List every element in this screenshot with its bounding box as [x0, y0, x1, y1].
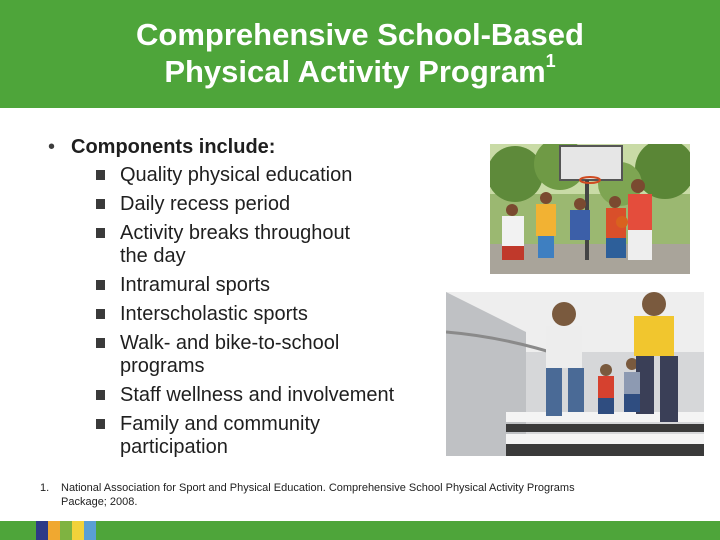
square-bullet-icon [96, 280, 105, 290]
square-bullet-icon [96, 390, 105, 400]
footer-bar [0, 521, 720, 540]
list-item [94, 222, 380, 268]
stairs-photo [446, 292, 704, 456]
footer-swatch-yellow [72, 521, 84, 540]
footnote [40, 481, 600, 509]
title-line-2-text: Physical Activity Program [164, 54, 546, 89]
footer-swatch-navy [36, 521, 48, 540]
title-line-1: Comprehensive School-Based [136, 17, 584, 52]
basketball-photo [490, 144, 690, 274]
footer-swatch-orange [48, 521, 60, 540]
square-bullet-icon [96, 338, 105, 348]
square-bullet-icon [96, 419, 105, 429]
square-bullet-icon [96, 309, 105, 319]
square-bullet-icon [96, 170, 105, 180]
list-item-text: Daily recess period [120, 193, 291, 215]
list-item-text: Family and community participation [120, 413, 321, 458]
list-item [94, 274, 434, 297]
footnote-text: National Association for Sport and Physical Education. Comprehensive School Physical Activity Programs Package; 2008. [61, 482, 575, 508]
list-item-text: Walk- and bike-to-school programs [120, 332, 340, 377]
slide-title [0, 16, 720, 90]
list-item-text: Activity breaks throughout the day [120, 222, 351, 267]
list-item [94, 303, 434, 326]
list-item-text: Quality physical education [120, 164, 353, 186]
square-bullet-icon [96, 199, 105, 209]
square-bullet-icon [96, 228, 105, 238]
list-item [94, 193, 434, 216]
list-item-text: Staff wellness and involvement [120, 384, 395, 406]
list-item-text: Intramural sports [120, 274, 271, 296]
list-item-text: Interscholastic sports [120, 303, 308, 325]
title-line-2 [0, 50, 720, 90]
components-heading: Components include: [71, 136, 276, 158]
components-list [94, 164, 434, 465]
footer-swatch-blue [84, 521, 96, 540]
list-item [94, 164, 434, 187]
list-item [94, 413, 360, 459]
list-item [94, 384, 434, 407]
footer-swatch-green [60, 521, 72, 540]
footnote-number: 1. [40, 482, 50, 494]
title-superscript: 1 [545, 50, 556, 71]
bullet-icon: • [48, 136, 56, 158]
list-item [94, 332, 380, 378]
